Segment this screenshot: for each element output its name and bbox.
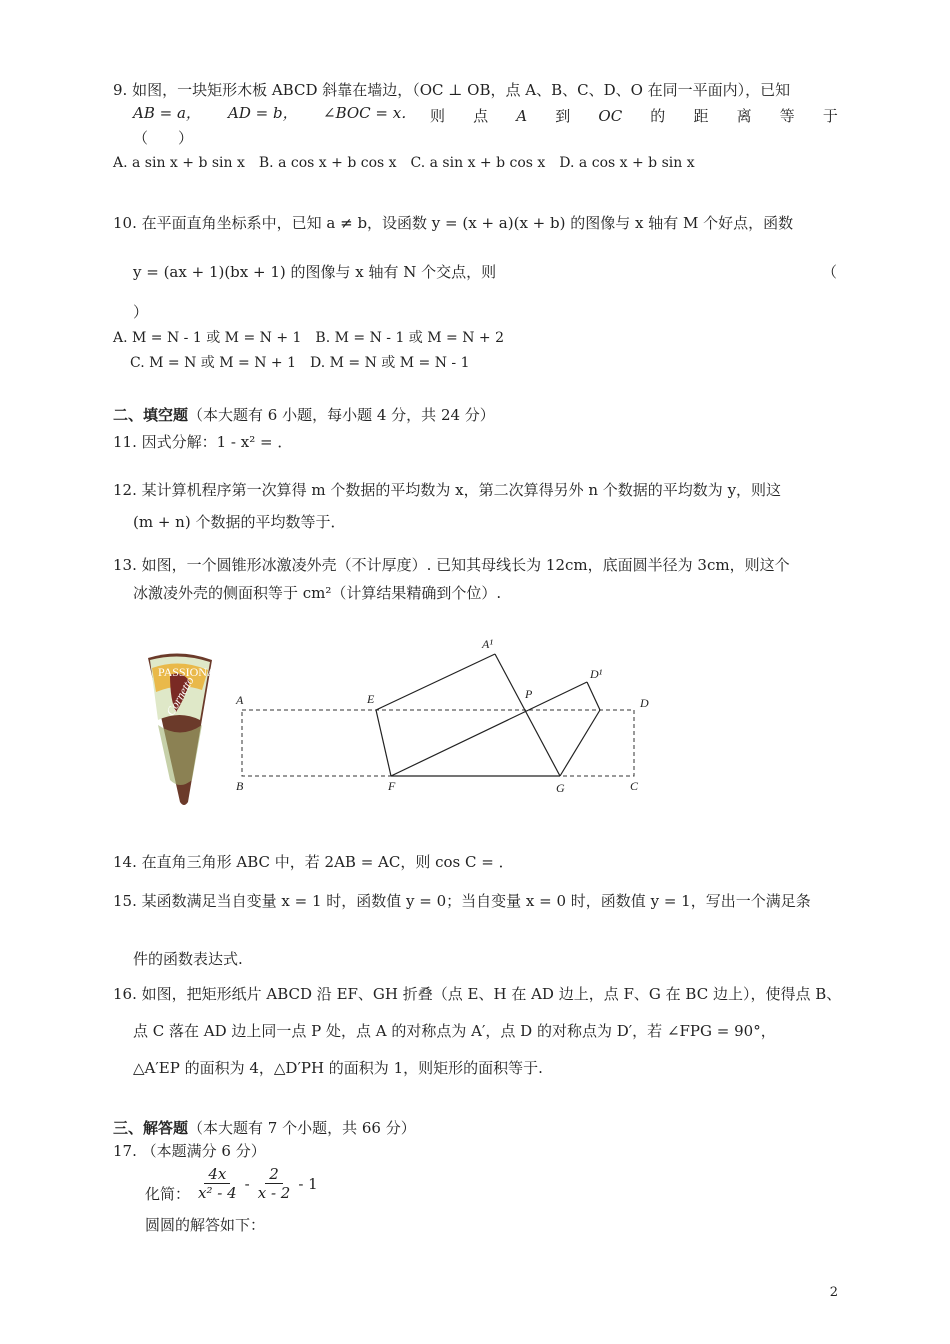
fraction-1-num: 4x xyxy=(204,1165,230,1184)
segment-a1g xyxy=(495,654,560,776)
q9-word: 点 xyxy=(473,107,489,125)
q15-line1: 15. 某函数满足当自变量 x = 1 时，函数值 y = 0；当自变量 x = 0 时，函数值 y = 1，写出一个满足条 xyxy=(113,892,811,910)
section3-title: 三、解答题 xyxy=(113,1119,189,1137)
q10-line1: 10. 在平面直角坐标系中，已知 a ≠ b，设函数 y = (x + a)(x + b) 的图像与 x 轴有 M 个好点，函数 xyxy=(113,214,794,232)
q9-word: 距 xyxy=(693,107,709,125)
fraction-1-den: x² - 4 xyxy=(198,1184,237,1202)
fraction-1 xyxy=(194,1165,241,1202)
q9-word: 到 xyxy=(555,107,571,125)
q9-word: 则 xyxy=(430,107,446,125)
label-p: P xyxy=(525,687,533,701)
q17-expression xyxy=(145,1163,318,1204)
q16-line2: 点 C 落在 AD 边上同一点 P 处，点 A 的对称点为 A′，点 D 的对称点为 D′，若 ∠FPG = 90°， xyxy=(133,1022,776,1040)
fraction-2 xyxy=(254,1165,295,1202)
q9-word: 等 xyxy=(779,107,795,125)
q14: 14. 在直角三角形 ABC 中，若 2AB = AC，则 cos C = ． xyxy=(113,853,514,871)
q9-word: 离 xyxy=(736,107,752,125)
q16-line1: 16. 如图，把矩形纸片 ABCD 沿 EF、GH 折叠（点 E、H 在 AD 边上，点 F、G 在 BC 边上），使得点 B、 xyxy=(113,985,842,1003)
label-d-prime: D¹ xyxy=(590,667,603,681)
label-e: E xyxy=(367,692,375,706)
q10-paren-open: （ xyxy=(822,263,838,281)
label-g: G xyxy=(556,781,565,795)
q13-line2: 冰激凌外壳的侧面积等于 cm²（计算结果精确到个位）. xyxy=(133,584,502,602)
q10-options-cd: C. M = N 或 M = N + 1 D. M = N 或 M = N - 1 xyxy=(130,355,470,371)
rectangle-abcd xyxy=(242,710,634,776)
q9-ad: AD = b， xyxy=(228,104,298,122)
q12-line1: 12. 某计算机程序第一次算得 m 个数据的平均数为 x，第二次算得另外 n 个数据的平均数为 y，则这 xyxy=(113,481,782,499)
q17-line3: 圆圆的解答如下： xyxy=(145,1216,266,1234)
label-a: A xyxy=(236,693,244,707)
q9-ab: AB = a， xyxy=(133,104,201,122)
cone-brand: Cornetto xyxy=(163,674,197,719)
label-d: D xyxy=(640,696,649,710)
section2-title: 二、填空题 xyxy=(113,406,189,424)
segment-d1h xyxy=(587,682,600,710)
q9-line1: 9. 如图，一块矩形木板 ABCD 斜靠在墙边，（OC ⊥ OB，点 A、B、C、D、O 在同一平面内），已知 xyxy=(113,81,791,99)
segment-ea1 xyxy=(376,654,495,710)
segment-fd1 xyxy=(391,682,587,776)
folding-diagram xyxy=(235,637,649,795)
fraction-2-den: x - 2 xyxy=(257,1184,291,1202)
page-number: 2 xyxy=(829,1285,838,1300)
label-c: C xyxy=(630,779,639,793)
q11: 11. 因式分解：1 - x² = ． xyxy=(113,433,293,451)
q13-line1: 13. 如图，一个圆锥形冰激凌外壳（不计厚度）. 已知其母线长为 12cm，底面圆半径为 3cm，则这个 xyxy=(113,556,790,574)
fraction-2-num: 2 xyxy=(265,1165,283,1184)
q9-word: A xyxy=(516,107,528,125)
section2-desc: （本大题有 6 小题，每小题 4 分，共 24 分） xyxy=(188,406,495,424)
section3-heading xyxy=(113,1118,416,1138)
segment-hg xyxy=(560,710,600,776)
q17-minus: - xyxy=(244,1174,250,1193)
q15-line2: 件的函数表达式. xyxy=(133,950,243,968)
label-b: B xyxy=(236,779,244,793)
label-f: F xyxy=(388,779,396,793)
q9-options: A. a sin x + b sin x B. a cos x + b cos x C. a sin x + b cos x D. a cos x + b sin x xyxy=(113,155,695,171)
q9-answer-paren: （ ） xyxy=(133,129,194,147)
q9-word: 的 xyxy=(650,107,666,125)
q10-paren-close: ） xyxy=(133,303,149,321)
q9-distributed-text xyxy=(430,106,838,126)
q9-word: 于 xyxy=(822,107,838,125)
cone-brand-small: PASSIONATE xyxy=(158,665,229,679)
q17-line1: 17. （本题满分 6 分） xyxy=(113,1142,266,1160)
q12-line2: (m + n) 个数据的平均数等于． xyxy=(133,513,346,531)
segment-ef xyxy=(376,710,391,776)
q10-options-ab: A. M = N - 1 或 M = N + 1 B. M = N - 1 或 M = N + 2 xyxy=(113,330,505,346)
ice-cream-cone-image xyxy=(148,653,229,805)
q9-angle: ∠BOC = x． xyxy=(323,104,417,122)
q17-simplify: 化简： xyxy=(145,1185,191,1203)
figure-area xyxy=(140,630,660,810)
q10-line2: y = (ax + 1)(bx + 1) 的图像与 x 轴有 N 个交点，则 xyxy=(133,263,497,281)
label-a-prime: A¹ xyxy=(482,637,493,651)
q16-line3: △A′EP 的面积为 4，△D′PH 的面积为 1，则矩形的面积等于. xyxy=(133,1059,543,1077)
q9-word: OC xyxy=(598,107,623,125)
section3-desc: （本大题有 7 个小题，共 66 分） xyxy=(188,1119,416,1137)
q17-tail: - 1 xyxy=(298,1174,318,1193)
section2-heading xyxy=(113,405,495,425)
